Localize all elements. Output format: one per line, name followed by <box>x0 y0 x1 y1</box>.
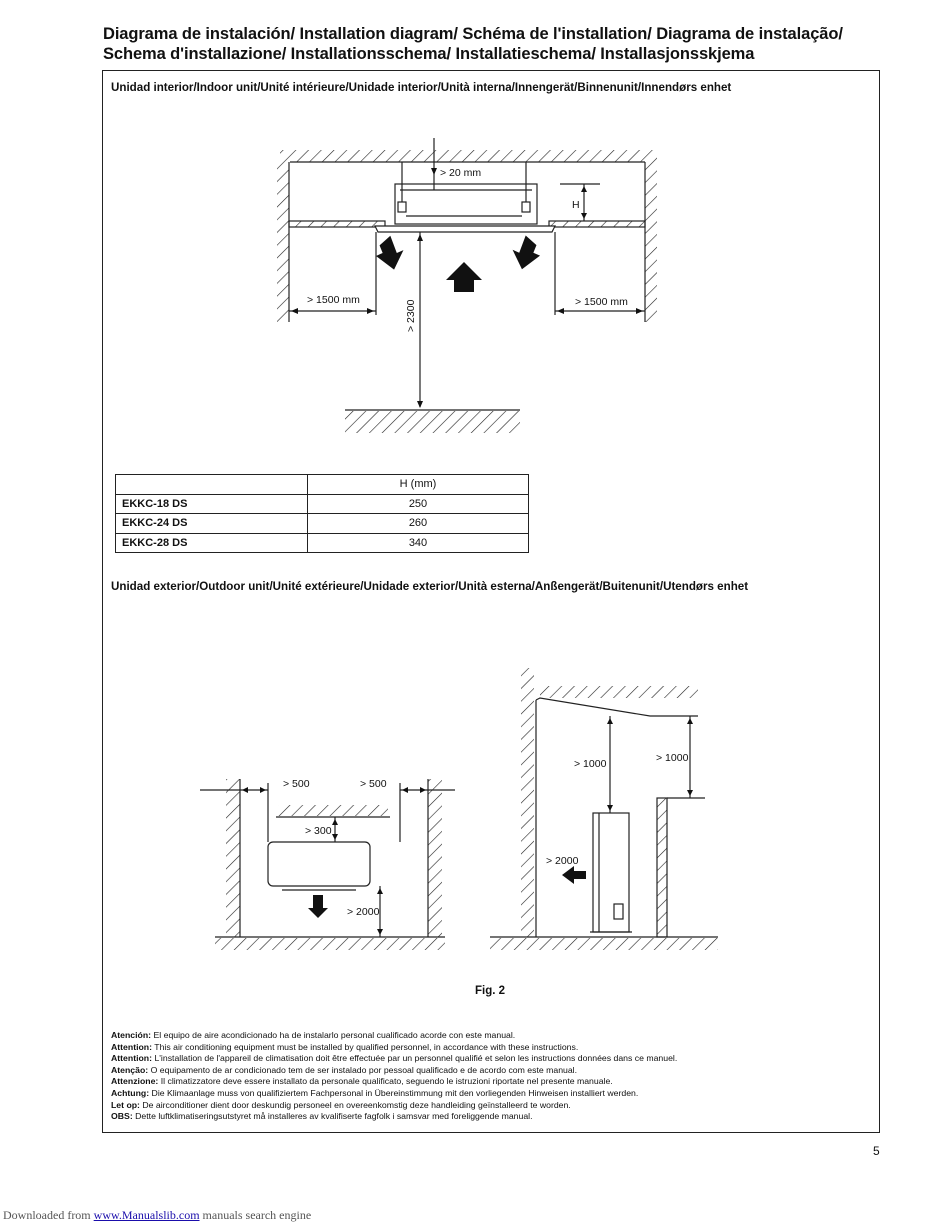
manualslib-link[interactable]: www.Manualslib.com <box>93 1208 200 1222</box>
page-number: 5 <box>873 1144 880 1158</box>
left-clearance-label: > 1500 mm <box>307 294 360 306</box>
top-clearance-label: > 300 <box>305 825 332 837</box>
note-line: OBS: Dette luftklimatiseringsutstyret må installeres av kvalifiserte fagfolk i samsvar med foreliggende manual. <box>111 1111 533 1122</box>
indoor-unit-heading: Unidad interior/Indoor unit/Unité intérieure/Unidade interior/Unità interna/Innengerät/Binnenunit/Innendørs enhet <box>111 81 732 94</box>
h-value-cell: 340 <box>308 533 529 553</box>
model-cell: EKKC-24 DS <box>116 514 308 534</box>
h-column-header: H (mm) <box>308 475 529 495</box>
top-clearance-label: > 20 mm <box>440 167 482 179</box>
h-value-cell: 250 <box>308 494 529 514</box>
front-clearance-label: > 2000 <box>347 906 380 918</box>
note-line: Let op: De airconditioner dient door deskundig personeel en overeenkomstig deze handleiding geïnstalleerd te worden. <box>111 1099 571 1110</box>
right-side-clearance-label: > 500 <box>360 778 387 790</box>
note-line: Attention: L'installation de l'appareil de climatisation doit être effectuée par un personnel qualifié et selon les instructions données dans ce manuel. <box>111 1053 678 1064</box>
note-line: Achtung: Die Klimaanlage muss von qualifiziertem Fachpersonal in Übereinstimmung mit den vorliegenden Hinweisen installiert werden. <box>111 1087 639 1098</box>
model-cell: EKKC-18 DS <box>116 494 308 514</box>
note-line: Atención: El equipo de aire acondicionado ha de instalarlo personal cualificado acorde con este manual. <box>111 1030 516 1040</box>
note-line: Attention: This air conditioning equipment must be installed by qualified personnel, in accordance with these instructions. <box>111 1041 579 1052</box>
download-footer: Downloaded from www.Manualslib.com manuals search engine <box>3 1208 312 1222</box>
page-title: Diagrama de instalación/ Installation diagram/ Schéma de l'installation/ Diagrama de instalação/ Schema d'installazione/ Installationsschema/ Installatieschema/ Installasjonsskjema <box>103 25 843 63</box>
installation-notes <box>111 1030 677 1123</box>
left-side-clearance-label: > 500 <box>283 778 310 790</box>
model-cell: EKKC-28 DS <box>116 533 308 553</box>
h-value-cell: 260 <box>308 514 529 534</box>
note-line: Atenção: O equipamento de ar condicionado tem de ser instalado por pessoal qualificado e de acordo com este manual. <box>111 1064 578 1075</box>
right-clearance-label: > 1500 mm <box>575 296 628 308</box>
ceiling-right-clearance-label: > 1000 <box>656 752 689 764</box>
side-front-clearance-label: > 2000 <box>546 855 579 867</box>
figure-caption: Fig. 2 <box>474 985 506 997</box>
outdoor-unit-heading: Unidad exterior/Outdoor unit/Unité extérieure/Unidade exterior/Unità esterna/Anßengerät/Buitenunit/Utendørs enhet <box>111 580 749 593</box>
ceiling-left-clearance-label: > 1000 <box>574 758 607 770</box>
floor-height-label: > 2300 <box>405 299 417 332</box>
h-label: H <box>572 199 580 211</box>
note-line: Attenzione: Il climatizzatore deve essere installato da personale qualificato, seguendo le istruzioni riportate nel presente manuale. <box>111 1076 613 1087</box>
